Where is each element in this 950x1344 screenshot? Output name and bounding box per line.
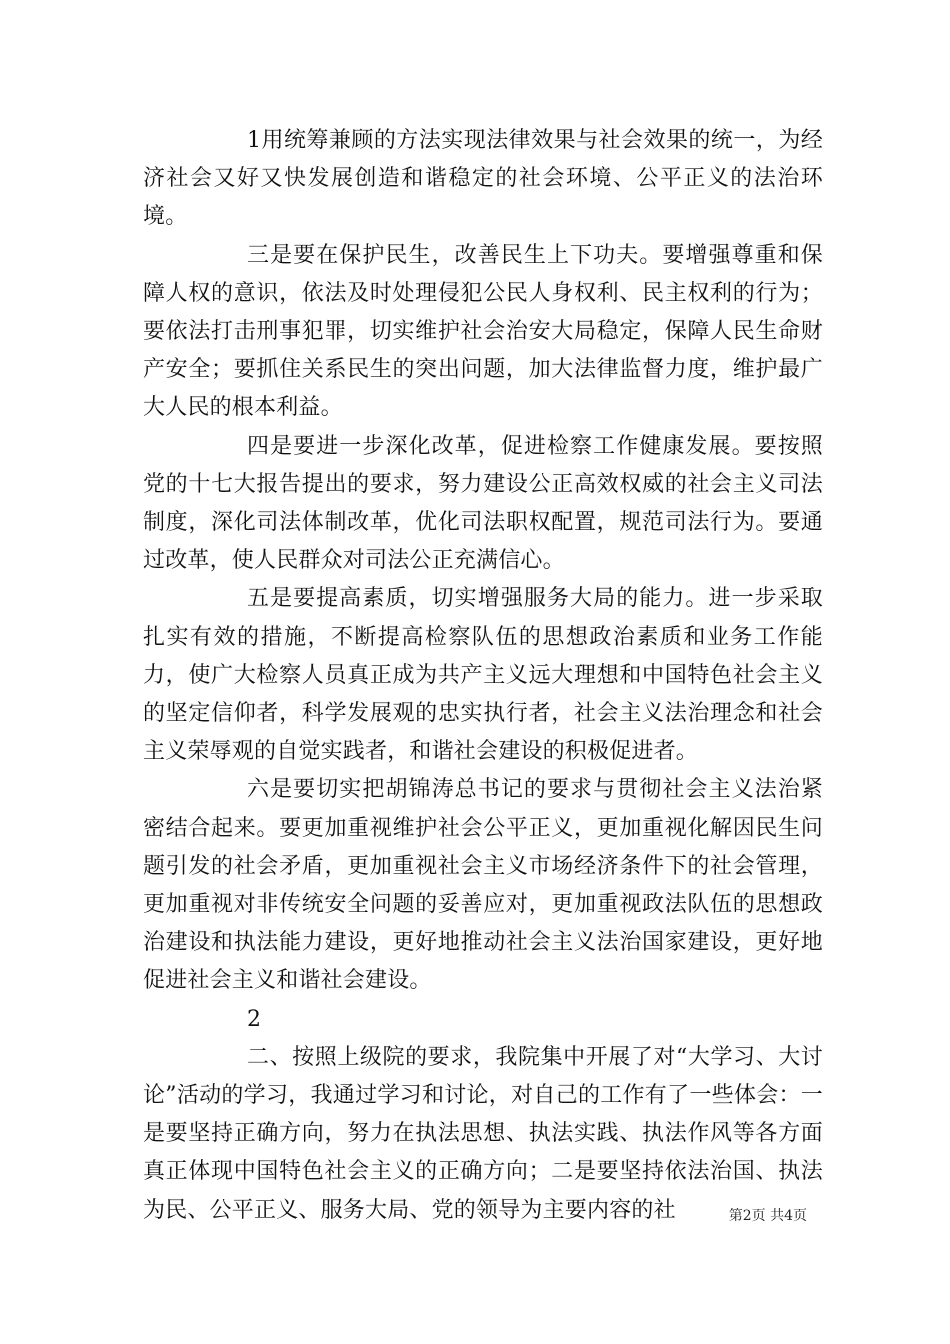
paragraph-number: 2 xyxy=(247,1006,262,1032)
paragraph-3: 四是要进一步深化改革，促进检察工作健康发展。要按照党的十七大报告提出的要求，努力建设公正高效权威的社会主义司法制度，深化司法体制改革，优化司法职权配置，规范司法行为。要通过改革，使人民群众对司法公正充满信心。 xyxy=(143,433,823,574)
paragraph-1: 1用统筹兼顾的方法实现法律效果与社会效果的统一，为经济社会又好又快发展创造和谐稳定的社会环境、公平正义的法治环境。 xyxy=(143,128,823,230)
paragraph-2: 三是要在保护民生，改善民生上下功夫。要增强尊重和保障人权的意识，依法及时处理侵犯公民人身权利、民主权利的行为；要依法打击刑事犯罪，切实维护社会治安大局稳定，保障人民生命财产安全；要抓住关系民生的突出问题，加大法律监督力度，维护最广大人民的根本利益。 xyxy=(143,242,823,421)
document-body xyxy=(143,122,823,1230)
paragraph-6: 二、按照上级院的要求，我院集中开展了对“大学习、大讨论”活动的学习，我通过学习和讨论，对自己的工作有了一些体会：一是要坚持正确方向，努力在执法思想、执法实践、执法作风等各方面真正体现中国特色社会主义的正确方向；二是要坚持依法治国、执法为民、公平正义、服务大局、党的领导为主要内容的社 xyxy=(143,1044,823,1223)
paragraph-4: 五是要提高素质，切实增强服务大局的能力。进一步采取扎实有效的措施，不断提高检察队伍的思想政治素质和业务工作能力，使广大检察人员真正成为共产主义远大理想和中国特色社会主义的坚定信仰者，科学发展观的忠实执行者，社会主义法治理念和社会主义荣辱观的自觉实践者，和谐社会建设的积极促进者。 xyxy=(143,586,823,765)
paragraph-5: 六是要切实把胡锦涛总书记的要求与贯彻社会主义法治紧密结合起来。要更加重视维护社会公平正义，更加重视化解因民生问题引发的社会矛盾，更加重视社会主义市场经济条件下的社会管理，更加重视对非传统安全问题的妥善应对，更加重视政法队伍的思想政治建设和执法能力建设，更好地推动社会主义法治国家建设，更好地促进社会主义和谐社会建设。 xyxy=(143,777,823,994)
page-footer: 第2页 共4页 xyxy=(728,1208,807,1224)
